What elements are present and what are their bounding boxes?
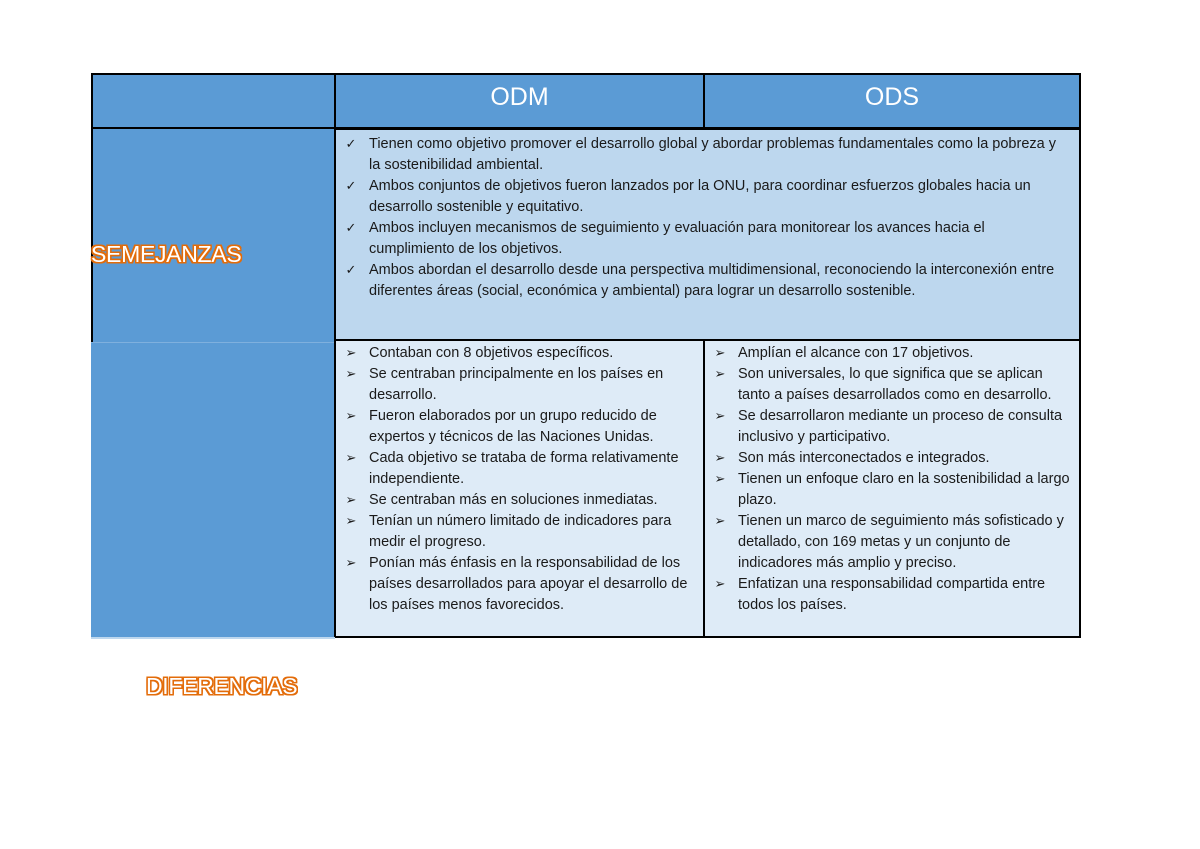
arrow-bullet-icon: ➢ <box>345 514 357 529</box>
list-item <box>711 469 1071 511</box>
arrow-bullet-icon: ➢ <box>345 409 357 424</box>
comparison-table <box>91 73 1081 699</box>
list-item-text: Ponían más énfasis en la responsabilidad de los países desarrollados para apoyar el desarrollo de los países menos favorecidos. <box>369 555 688 613</box>
list-item <box>711 364 1071 406</box>
list-item-text: Ambos conjuntos de objetivos fueron lanzados por la ONU, para coordinar esfuerzos globales hacia un desarrollo sostenible y equitativo. <box>369 178 1031 215</box>
arrow-bullet-icon: ➢ <box>714 346 726 361</box>
header-empty-cell <box>91 73 335 129</box>
list-item-text: Contaban con 8 objetivos específicos. <box>369 345 614 361</box>
arrow-bullet-icon: ➢ <box>345 556 357 571</box>
arrow-bullet-icon: ➢ <box>714 514 726 529</box>
header-ods: ODS <box>703 73 1081 129</box>
list-item <box>342 553 695 616</box>
list-item <box>342 218 1069 260</box>
list-item <box>342 406 695 448</box>
check-mark-bullet-icon: ✓ <box>345 221 357 236</box>
list-item <box>342 343 695 364</box>
diferencias-odm-list <box>342 343 695 616</box>
semejanzas-list <box>342 134 1069 302</box>
list-item-text: Fueron elaborados por un grupo reducido de expertos y técnicos de las Naciones Unidas. <box>369 408 657 445</box>
list-item-text: Se centraban principalmente en los países en desarrollo. <box>369 366 664 403</box>
list-item <box>711 574 1071 616</box>
arrow-bullet-icon: ➢ <box>345 346 357 361</box>
arrow-bullet-icon: ➢ <box>714 451 726 466</box>
arrow-bullet-icon: ➢ <box>714 577 726 592</box>
diferencias-label: DIFERENCIAS <box>146 673 298 699</box>
arrow-bullet-icon: ➢ <box>345 367 357 382</box>
list-item-text: Tienen un enfoque claro en la sostenibilidad a largo plazo. <box>738 471 1070 508</box>
list-item-text: Cada objetivo se trataba de forma relativamente independiente. <box>369 450 679 487</box>
list-item-text: Se desarrollaron mediante un proceso de consulta inclusivo y participativo. <box>738 408 1063 445</box>
list-item-text: Tenían un número limitado de indicadores para medir el progreso. <box>369 513 672 550</box>
list-item <box>342 176 1069 218</box>
arrow-bullet-icon: ➢ <box>714 409 726 424</box>
list-item-text: Enfatizan una responsabilidad compartida entre todos los países. <box>738 576 1046 613</box>
check-mark-bullet-icon: ✓ <box>345 137 357 152</box>
semejanzas-label: SEMEJANZAS <box>91 241 242 267</box>
semejanzas-cell <box>334 128 1081 341</box>
diferencias-label-cell <box>91 342 335 699</box>
list-item <box>711 343 1071 364</box>
list-item <box>711 406 1071 448</box>
semejanzas-label-cell <box>91 129 335 342</box>
diferencias-odm-cell <box>334 339 705 638</box>
list-item-text: Son universales, lo que significa que se aplican tanto a países desarrollados como en desarrollo. <box>738 366 1052 403</box>
list-item <box>342 364 695 406</box>
label-column-bottom-edge <box>91 637 335 639</box>
list-item-text: Ambos incluyen mecanismos de seguimiento y evaluación para monitorear los avances hacia el cumplimiento de los objetivos. <box>369 220 985 257</box>
arrow-bullet-icon: ➢ <box>714 367 726 382</box>
list-item <box>342 260 1069 302</box>
list-item <box>342 511 695 553</box>
list-item <box>342 490 695 511</box>
list-item-text: Amplían el alcance con 17 objetivos. <box>738 345 974 361</box>
list-item <box>711 511 1071 574</box>
check-mark-bullet-icon: ✓ <box>345 263 357 278</box>
arrow-bullet-icon: ➢ <box>345 451 357 466</box>
list-item <box>342 134 1069 176</box>
list-item-text: Ambos abordan el desarrollo desde una perspectiva multidimensional, reconociendo la interconexión entre diferentes áreas (social, económica y ambiental) para lograr un desarrollo sostenible. <box>369 262 1055 299</box>
list-item-text: Tienen como objetivo promover el desarrollo global y abordar problemas fundamentales como la pobreza y la sostenibilidad ambiental. <box>369 136 1056 173</box>
list-item-text: Tienen un marco de seguimiento más sofisticado y detallado, con 169 metas y un conjunto de indicadores más amplio y preciso. <box>738 513 1064 571</box>
list-item <box>711 448 1071 469</box>
header-odm: ODM <box>334 73 705 129</box>
list-item-text: Se centraban más en soluciones inmediatas. <box>369 492 658 508</box>
list-item-text: Son más interconectados e integrados. <box>738 450 990 466</box>
list-item <box>342 448 695 490</box>
check-mark-bullet-icon: ✓ <box>345 179 357 194</box>
diferencias-ods-list <box>711 343 1071 616</box>
diferencias-ods-cell <box>703 339 1081 638</box>
arrow-bullet-icon: ➢ <box>345 493 357 508</box>
arrow-bullet-icon: ➢ <box>714 472 726 487</box>
